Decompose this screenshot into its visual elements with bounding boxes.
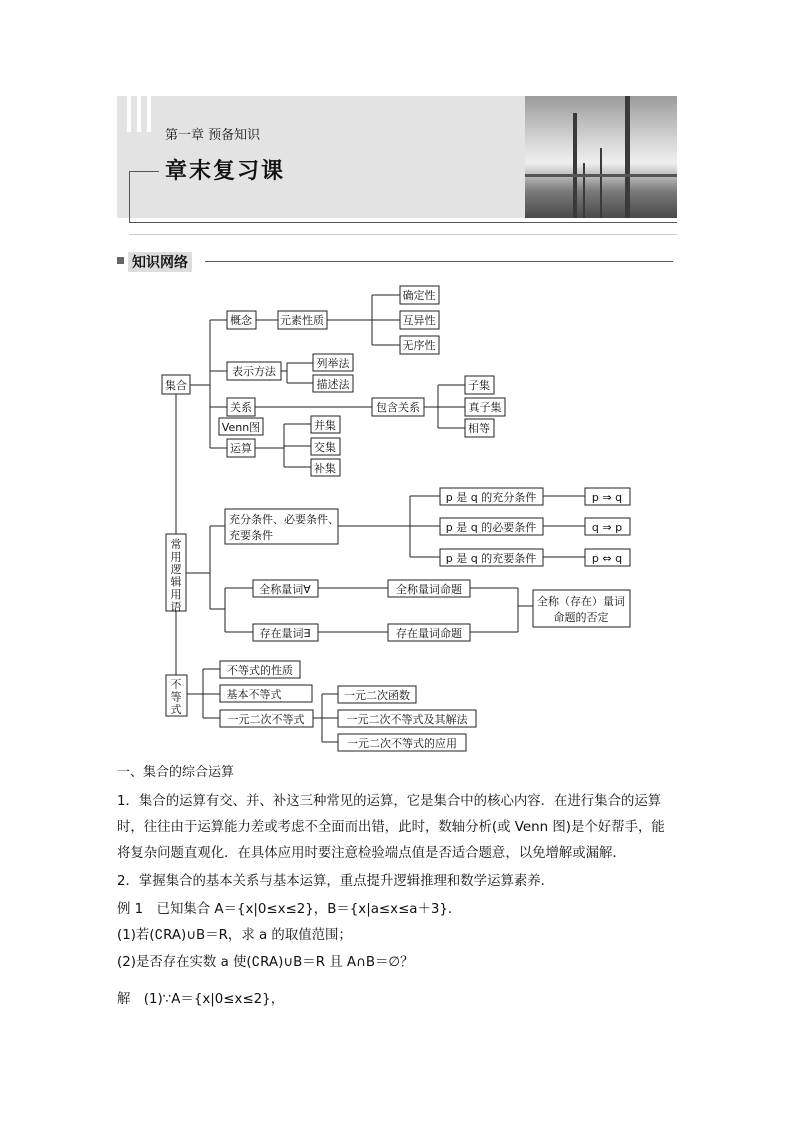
mindmap-node bbox=[400, 311, 439, 329]
node-text: 全称（存在）量词 bbox=[537, 595, 625, 608]
node-text: 关系 bbox=[230, 401, 252, 414]
node-text: 描述法 bbox=[316, 378, 350, 391]
page-title: 章末复习课 bbox=[165, 159, 286, 184]
paragraph-line: 时，往往由于运算能力差或考虑不全面而出错，此时，数轴分析(或 Venn 图)是个好帮手，能 bbox=[117, 820, 665, 835]
node-text: 并集 bbox=[314, 419, 336, 432]
section-title: 知识网络 bbox=[128, 252, 192, 272]
mindmap-node bbox=[311, 459, 340, 476]
mindmap-node bbox=[338, 686, 416, 703]
node-text-vertical: 常用逻辑用语 bbox=[170, 538, 182, 614]
mindmap-node bbox=[227, 362, 281, 380]
mindmap-node bbox=[388, 624, 470, 641]
node-text: 列举法 bbox=[316, 357, 350, 370]
mindmap-node bbox=[278, 311, 327, 329]
node-text: 表示方法 bbox=[232, 365, 276, 378]
node-text: 确定性 bbox=[402, 289, 436, 302]
paragraph-line: 将复杂问题直观化．在具体应用时要注意检验端点值是否适合题意，以免增解或漏解． bbox=[117, 846, 626, 861]
node-text: 存在量词命题 bbox=[396, 627, 462, 640]
mindmap-node bbox=[220, 710, 313, 727]
mindmap-node bbox=[162, 375, 190, 394]
node-text: 子集 bbox=[468, 379, 490, 392]
node-text: 一元二次不等式的应用 bbox=[347, 737, 457, 750]
mindmap-node bbox=[372, 398, 424, 416]
node-text: 包含关系 bbox=[376, 401, 420, 414]
mindmap-node bbox=[338, 734, 466, 751]
node-text: p ⇔ q bbox=[591, 552, 623, 565]
mindmap-node bbox=[311, 416, 340, 433]
node-text: p 是 q 的充要条件 bbox=[445, 552, 537, 565]
node-text: 运算 bbox=[230, 442, 252, 455]
node-text: q ⇒ p bbox=[591, 521, 623, 534]
mindmap-node bbox=[253, 624, 318, 641]
node-text: 一元二次不等式及其解法 bbox=[346, 713, 468, 726]
example-statement: 例 1 已知集合 A＝{x|0≤x≤2}，B＝{x|a≤x≤a＋3}． bbox=[117, 902, 462, 917]
node-text: 元素性质 bbox=[280, 314, 324, 327]
paragraph-line: 1．集合的运算有交、并、补这三种常见的运算，它是集合中的核心内容．在进行集合的运算 bbox=[117, 794, 662, 809]
mindmap-node bbox=[219, 418, 263, 435]
node-text: 补集 bbox=[314, 462, 336, 475]
node-text: 概念 bbox=[230, 314, 252, 327]
mindmap-node bbox=[227, 311, 256, 329]
mindmap-node bbox=[585, 549, 630, 566]
mindmap-node bbox=[166, 675, 187, 716]
node-text: 全称量词∀ bbox=[259, 583, 311, 596]
mindmap-node bbox=[465, 419, 494, 437]
mindmap-node bbox=[585, 518, 630, 535]
mindmap-node bbox=[313, 375, 353, 392]
mindmap-node bbox=[253, 580, 318, 597]
node-text: 互异性 bbox=[402, 314, 436, 327]
node-text: 基本不等式 bbox=[226, 688, 282, 701]
node-text: p ⇒ q bbox=[591, 491, 623, 504]
mindmap-node bbox=[388, 580, 470, 597]
node-text: 一元二次函数 bbox=[344, 689, 410, 702]
mindmap-node bbox=[225, 509, 339, 544]
node-text: 命题的否定 bbox=[553, 611, 609, 624]
mindmap-node bbox=[440, 488, 543, 505]
solution-start: 解 (1)∵A＝{x|0≤x≤2}， bbox=[117, 992, 285, 1007]
node-text: Venn图 bbox=[221, 421, 261, 434]
node-text: 存在量词∃ bbox=[259, 627, 311, 640]
mindmap-node bbox=[227, 439, 255, 457]
mindmap-node bbox=[220, 685, 312, 702]
section-heading: 一、集合的综合运算 bbox=[117, 765, 235, 780]
mindmap-node bbox=[400, 286, 439, 304]
node-text: 一元二次不等式 bbox=[227, 713, 305, 726]
node-text: 充分条件、必要条件、 bbox=[229, 513, 339, 526]
question-1: (1)若(∁RA)∪B＝R，求 a 的取值范围； bbox=[117, 928, 352, 943]
node-text: 集合 bbox=[165, 379, 187, 392]
node-text: 充要条件 bbox=[229, 529, 273, 542]
mindmap-node bbox=[465, 398, 505, 416]
question-2: (2)是否存在实数 a 使(∁RA)∪B＝R 且 A∩B＝∅？ bbox=[117, 955, 414, 970]
mindmap-node bbox=[400, 336, 439, 354]
mindmap-node bbox=[533, 590, 630, 627]
paragraph-line: 2．掌握集合的基本关系与基本运算，重点提升逻辑推理和数学运算素养． bbox=[117, 874, 555, 889]
mindmap-node bbox=[220, 661, 300, 678]
node-text: p 是 q 的必要条件 bbox=[445, 521, 537, 534]
mindmap-node bbox=[227, 398, 255, 416]
node-text: 交集 bbox=[314, 441, 336, 454]
node-text: 真子集 bbox=[468, 401, 502, 414]
mindmap-node bbox=[313, 354, 353, 371]
mindmap-node bbox=[166, 534, 186, 614]
node-text: 无序性 bbox=[402, 339, 436, 352]
mindmap-node bbox=[440, 549, 543, 566]
node-text: 相等 bbox=[468, 422, 490, 435]
node-text: p 是 q 的充分条件 bbox=[445, 491, 537, 504]
mindmap-node bbox=[440, 518, 543, 535]
mindmap-node bbox=[465, 376, 494, 394]
mindmap-node bbox=[311, 438, 340, 455]
mindmap-node bbox=[338, 710, 476, 727]
node-text: 不等式的性质 bbox=[227, 664, 293, 677]
node-text-vertical: 不等式 bbox=[170, 678, 182, 716]
node-text: 全称量词命题 bbox=[396, 583, 462, 596]
mindmap-node bbox=[585, 488, 630, 505]
chapter-label: 第一章 预备知识 bbox=[165, 128, 261, 143]
